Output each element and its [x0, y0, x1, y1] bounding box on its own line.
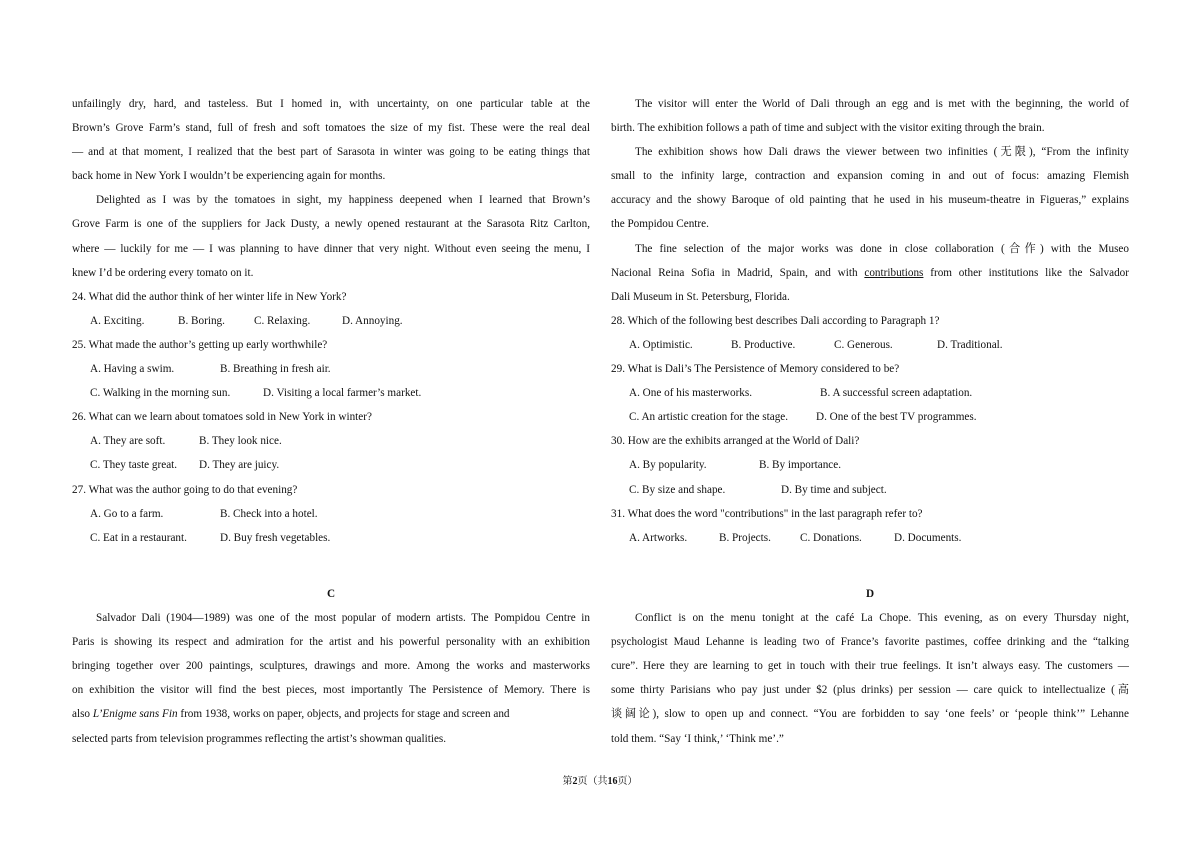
options-29-row1	[611, 381, 1129, 405]
options-25-row1	[72, 357, 590, 381]
option-a: A. By popularity.	[629, 459, 707, 472]
options-29-row2	[611, 405, 1129, 429]
question-24: 24. What did the author think of her winter life in New York?	[72, 290, 347, 303]
text-span: also	[72, 708, 93, 721]
option-b: B. Check into a hotel.	[220, 507, 318, 520]
option-a: A. Having a swim.	[90, 363, 175, 376]
paragraph-line: Dali Museum in St. Petersburg, Florida.	[611, 290, 790, 303]
options-30-row2	[611, 478, 1129, 502]
paragraph-line	[72, 703, 590, 727]
options-25-row2	[72, 381, 590, 405]
option-d: D. Documents.	[894, 531, 962, 544]
paragraph-line: back home in New York I wouldn’t be experiencing again for months.	[72, 170, 386, 183]
question-29: 29. What is Dali’s The Persistence of Memory considered to be?	[611, 363, 900, 376]
option-c: C. An artistic creation for the stage.	[629, 411, 789, 424]
options-31	[611, 526, 1129, 550]
options-27-row2	[72, 526, 590, 550]
options-28	[611, 333, 1129, 357]
question-31: 31. What does the word "contributions" in the last paragraph refer to?	[611, 507, 923, 520]
left-column	[72, 92, 590, 550]
paragraph-line: knew I’d be ordering every tomato on it.	[72, 266, 254, 279]
option-b: B. Breathing in fresh air.	[220, 363, 331, 376]
page-number: 2	[572, 776, 578, 787]
text-span: from other institutions like the Salvador	[923, 266, 1129, 279]
option-d: D. They are juicy.	[199, 459, 280, 472]
option-d: D. By time and subject.	[781, 483, 887, 496]
question-25: 25. What made the author’s getting up early worthwhile?	[72, 338, 328, 351]
paragraph-line: Delighted as I was by the tomatoes in sight, my happiness deepened when I learned that Brown’s	[96, 194, 590, 207]
option-c: C. Relaxing.	[254, 314, 311, 327]
option-a: A. Exciting.	[90, 314, 145, 327]
options-26-row2	[72, 453, 590, 477]
question-27: 27. What was the author going to do that evening?	[72, 483, 298, 496]
option-b: B. Boring.	[178, 314, 225, 327]
paragraph-line: some thirty Parisians who pay just under $2 (plus drinks) per session — care quick to intellectualize (高	[611, 684, 1129, 697]
paragraph-line: Grove Farm is one of the suppliers for Jack Dusty, a newly opened restaurant at the Sarasota Ritz Carlton,	[72, 218, 590, 231]
paragraph-line: unfailingly dry, hard, and tasteless. But I homed in, with uncertainty, on one particular table at the	[72, 98, 590, 110]
option-b: B. Productive.	[731, 338, 796, 351]
section-heading: D	[865, 588, 875, 600]
options-27-row1	[72, 502, 590, 526]
option-b: B. Projects.	[719, 531, 771, 544]
footer-text: 页（共	[577, 776, 608, 787]
paragraph-line	[611, 261, 1129, 285]
question-28: 28. Which of the following best describes Dali according to Paragraph 1?	[611, 314, 940, 327]
paragraph-line: — and at that moment, I realized that the best part of Sarasota in winter was going to be eating things that	[72, 146, 590, 159]
question-30: 30. How are the exhibits arranged at the World of Dali?	[611, 435, 860, 448]
option-c: C. They taste great.	[90, 459, 178, 472]
option-d: D. Visiting a local farmer’s market.	[263, 387, 422, 400]
option-d: D. Traditional.	[937, 338, 1003, 351]
paragraph-line: Conflict is on the menu tonight at the café La Chope. This evening, as on every Thursday night,	[635, 612, 1129, 625]
paragraph-line: small to the infinity large, contraction and expansion coming in and out of focus: amazing Flemish	[611, 170, 1129, 183]
paragraph-line: The exhibition shows how Dali draws the viewer between two infinities (无限), “From the infinity	[635, 146, 1129, 159]
paragraph-line: the Pompidou Centre.	[611, 218, 709, 231]
paragraph-line: 谈阔论), slow to open up and connect. “You are forbidden to say ‘one feels’ or ‘people think’” Lehanne	[611, 708, 1129, 721]
paragraph-line: birth. The exhibition follows a path of time and subject with the visitor exiting through the brain.	[611, 122, 1045, 135]
option-a: A. Optimistic.	[629, 338, 693, 351]
footer-text: 页）	[617, 776, 638, 787]
option-a: A. They are soft.	[90, 435, 166, 448]
paragraph-line: The visitor will enter the World of Dali through an egg and is met with the beginning, the world of	[635, 98, 1129, 110]
option-c: C. By size and shape.	[629, 483, 726, 496]
option-c: C. Generous.	[834, 338, 893, 351]
options-24	[72, 309, 590, 333]
italic-title: L’Enigme sans Fin	[92, 708, 178, 721]
option-d: D. Annoying.	[342, 314, 403, 327]
section-d	[611, 583, 1129, 752]
page-footer	[0, 772, 1200, 787]
section-heading: C	[326, 588, 336, 600]
option-a: A. One of his masterworks.	[629, 387, 753, 400]
option-b: B. By importance.	[759, 459, 842, 472]
paragraph-line: Paris is showing its respect and admiration for the artist and his powerful personality with an exhibition	[72, 636, 590, 649]
option-c: C. Walking in the morning sun.	[90, 387, 231, 400]
option-c: C. Eat in a restaurant.	[90, 531, 187, 544]
section-c	[72, 583, 590, 752]
text-span: Nacional Reina Sofia in Madrid, Spain, and with	[611, 266, 865, 279]
options-30-row1	[611, 453, 1129, 477]
paragraph-line: on exhibition the visitor will find the best pieces, most importantly The Persistence of Memory. There is	[72, 684, 590, 697]
paragraph-line: accuracy and the showy Baroque of old painting that he used in his museum-theatre in Figueras,” explains	[611, 194, 1129, 207]
paragraph-line: where — luckily for me — I was planning to have dinner that very night. Without even seeing the menu, I	[72, 242, 590, 255]
paragraph-line: selected parts from television programmes reflecting the artist’s showman qualities.	[72, 732, 447, 745]
paragraph-line: told them. “Say ‘I think,’ ‘Think me’.”	[611, 732, 784, 745]
question-26: 26. What can we learn about tomatoes sold in New York in winter?	[72, 411, 372, 424]
option-b: B. They look nice.	[199, 435, 282, 448]
right-column	[611, 92, 1129, 550]
page-total: 16	[607, 776, 618, 787]
paragraph-line: psychologist Maud Lehanne is leading two of France’s favorite pastimes, coffee drinking and the “talking	[611, 636, 1129, 649]
paragraph-line: bringing together over 200 paintings, sculptures, drawings and more. Among the works and masterworks	[72, 660, 590, 673]
option-d: D. Buy fresh vegetables.	[220, 531, 331, 544]
footer-text: 第	[562, 776, 573, 787]
option-a: A. Go to a farm.	[90, 507, 164, 520]
option-d: D. One of the best TV programmes.	[816, 411, 977, 424]
paragraph-line: The fine selection of the major works was done in close collaboration (合作) with the Museo	[635, 242, 1129, 255]
option-a: A. Artworks.	[629, 531, 688, 544]
option-c: C. Donations.	[800, 531, 862, 544]
text-span: from 1938, works on paper, objects, and projects for stage and screen and	[177, 708, 510, 721]
paragraph-line: Salvador Dali (1904—1989) was one of the most popular of modern artists. The Pompidou Centre in	[96, 612, 590, 625]
paragraph-line: Brown’s Grove Farm’s stand, full of fresh and soft tomatoes the size of my fist. These were the real deal	[72, 122, 590, 135]
underlined-word: contributions	[864, 266, 924, 279]
paragraph-line: cure”. Here they are learning to get in touch with their true feelings. It isn’t always easy. The customers —	[611, 660, 1129, 673]
option-b: B. A successful screen adaptation.	[820, 387, 973, 400]
options-26-row1	[72, 429, 590, 453]
